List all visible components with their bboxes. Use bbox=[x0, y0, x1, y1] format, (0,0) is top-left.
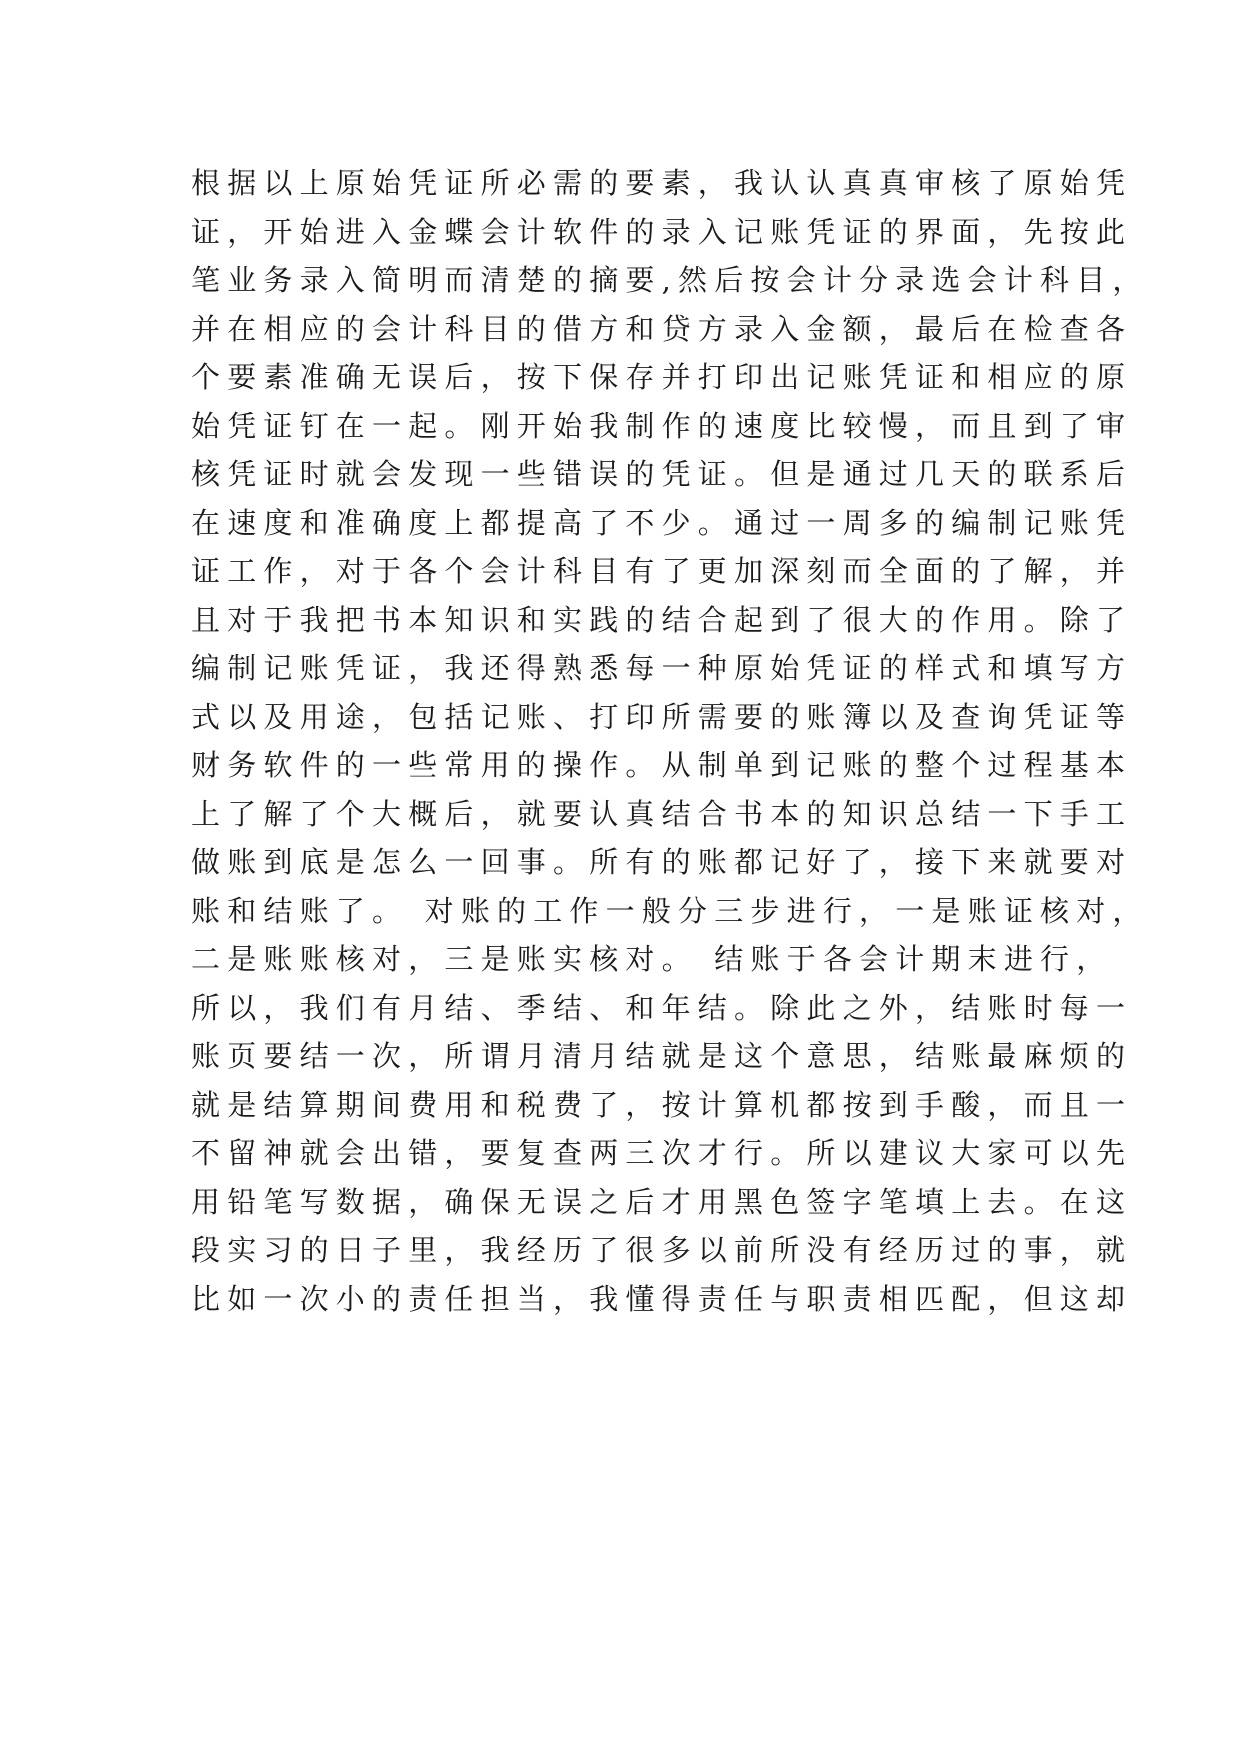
text-line: 比如一次小的责任担当，我懂得责任与职责相匹配，但这却 bbox=[191, 1281, 1133, 1316]
text-line: 用铅笔写数据，确保无误之后才用黑色签字笔填上去。在这 bbox=[191, 1184, 1133, 1219]
text-line: 做账到底是怎么一回事。所有的账都记好了，接下来就要对 bbox=[191, 845, 1133, 879]
text-line: 式以及用途，包括记账、打印所需要的账簿以及查询凭证等 bbox=[191, 699, 1133, 734]
text-line: 就是结算期间费用和税费了，按计算机都按到手酸，而且一 bbox=[191, 1087, 1133, 1122]
text-line: 个要素准确无误后，按下保存并打印出记账凭证和相应的原 bbox=[191, 360, 1133, 394]
text-line: 笔业务录入简明而清楚的摘要,然后按会计分录选会计科目， bbox=[191, 263, 1149, 297]
text-line: 核凭证时就会发现一些错误的凭证。但是通过几天的联系后 bbox=[191, 457, 1133, 491]
text-line: 并在相应的会计科目的借方和贷方录入金额，最后在检查各 bbox=[191, 311, 1133, 346]
text-line: 段实习的日子里，我经历了很多以前所没有经历过的事，就 bbox=[191, 1233, 1133, 1267]
text-line: 在速度和准确度上都提高了不少。通过一周多的编制记账凭 bbox=[191, 505, 1133, 540]
text-line: 证，开始进入金蝶会计软件的录入记账凭证的界面，先按此 bbox=[191, 214, 1133, 249]
text-line: 编制记账凭证，我还得熟悉每一种原始凭证的样式和填写方 bbox=[191, 651, 1133, 685]
text-line: 证工作，对于各个会计科目有了更加深刻而全面的了解，并 bbox=[191, 554, 1133, 588]
text-line: 二是账账核对，三是账实核对。 结账于各会计期末进行， bbox=[191, 942, 1113, 976]
text-line: 上了解了个大概后，就要认真结合书本的知识总结一下手工 bbox=[191, 796, 1133, 831]
body-paragraph bbox=[191, 159, 1149, 1323]
text-line: 账页要结一次，所谓月清月结就是这个意思，结账最麻烦的 bbox=[191, 1039, 1133, 1073]
text-line: 不留神就会出错，要复查两三次才行。所以建议大家可以先 bbox=[191, 1136, 1133, 1170]
text-line: 所以，我们有月结、季结、和年结。除此之外，结账时每一 bbox=[191, 990, 1133, 1025]
text-line: 始凭证钉在一起。刚开始我制作的速度比较慢，而且到了审 bbox=[191, 408, 1133, 443]
text-line: 根据以上原始凭证所必需的要素，我认认真真审核了原始凭 bbox=[191, 166, 1133, 200]
text-line: 财务软件的一些常用的操作。从制单到记账的整个过程基本 bbox=[191, 748, 1133, 782]
text-line: 且对于我把书本知识和实践的结合起到了很大的作用。除了 bbox=[191, 602, 1133, 637]
text-line: 账和结账了。 对账的工作一般分三步进行，一是账证核对， bbox=[191, 893, 1149, 928]
